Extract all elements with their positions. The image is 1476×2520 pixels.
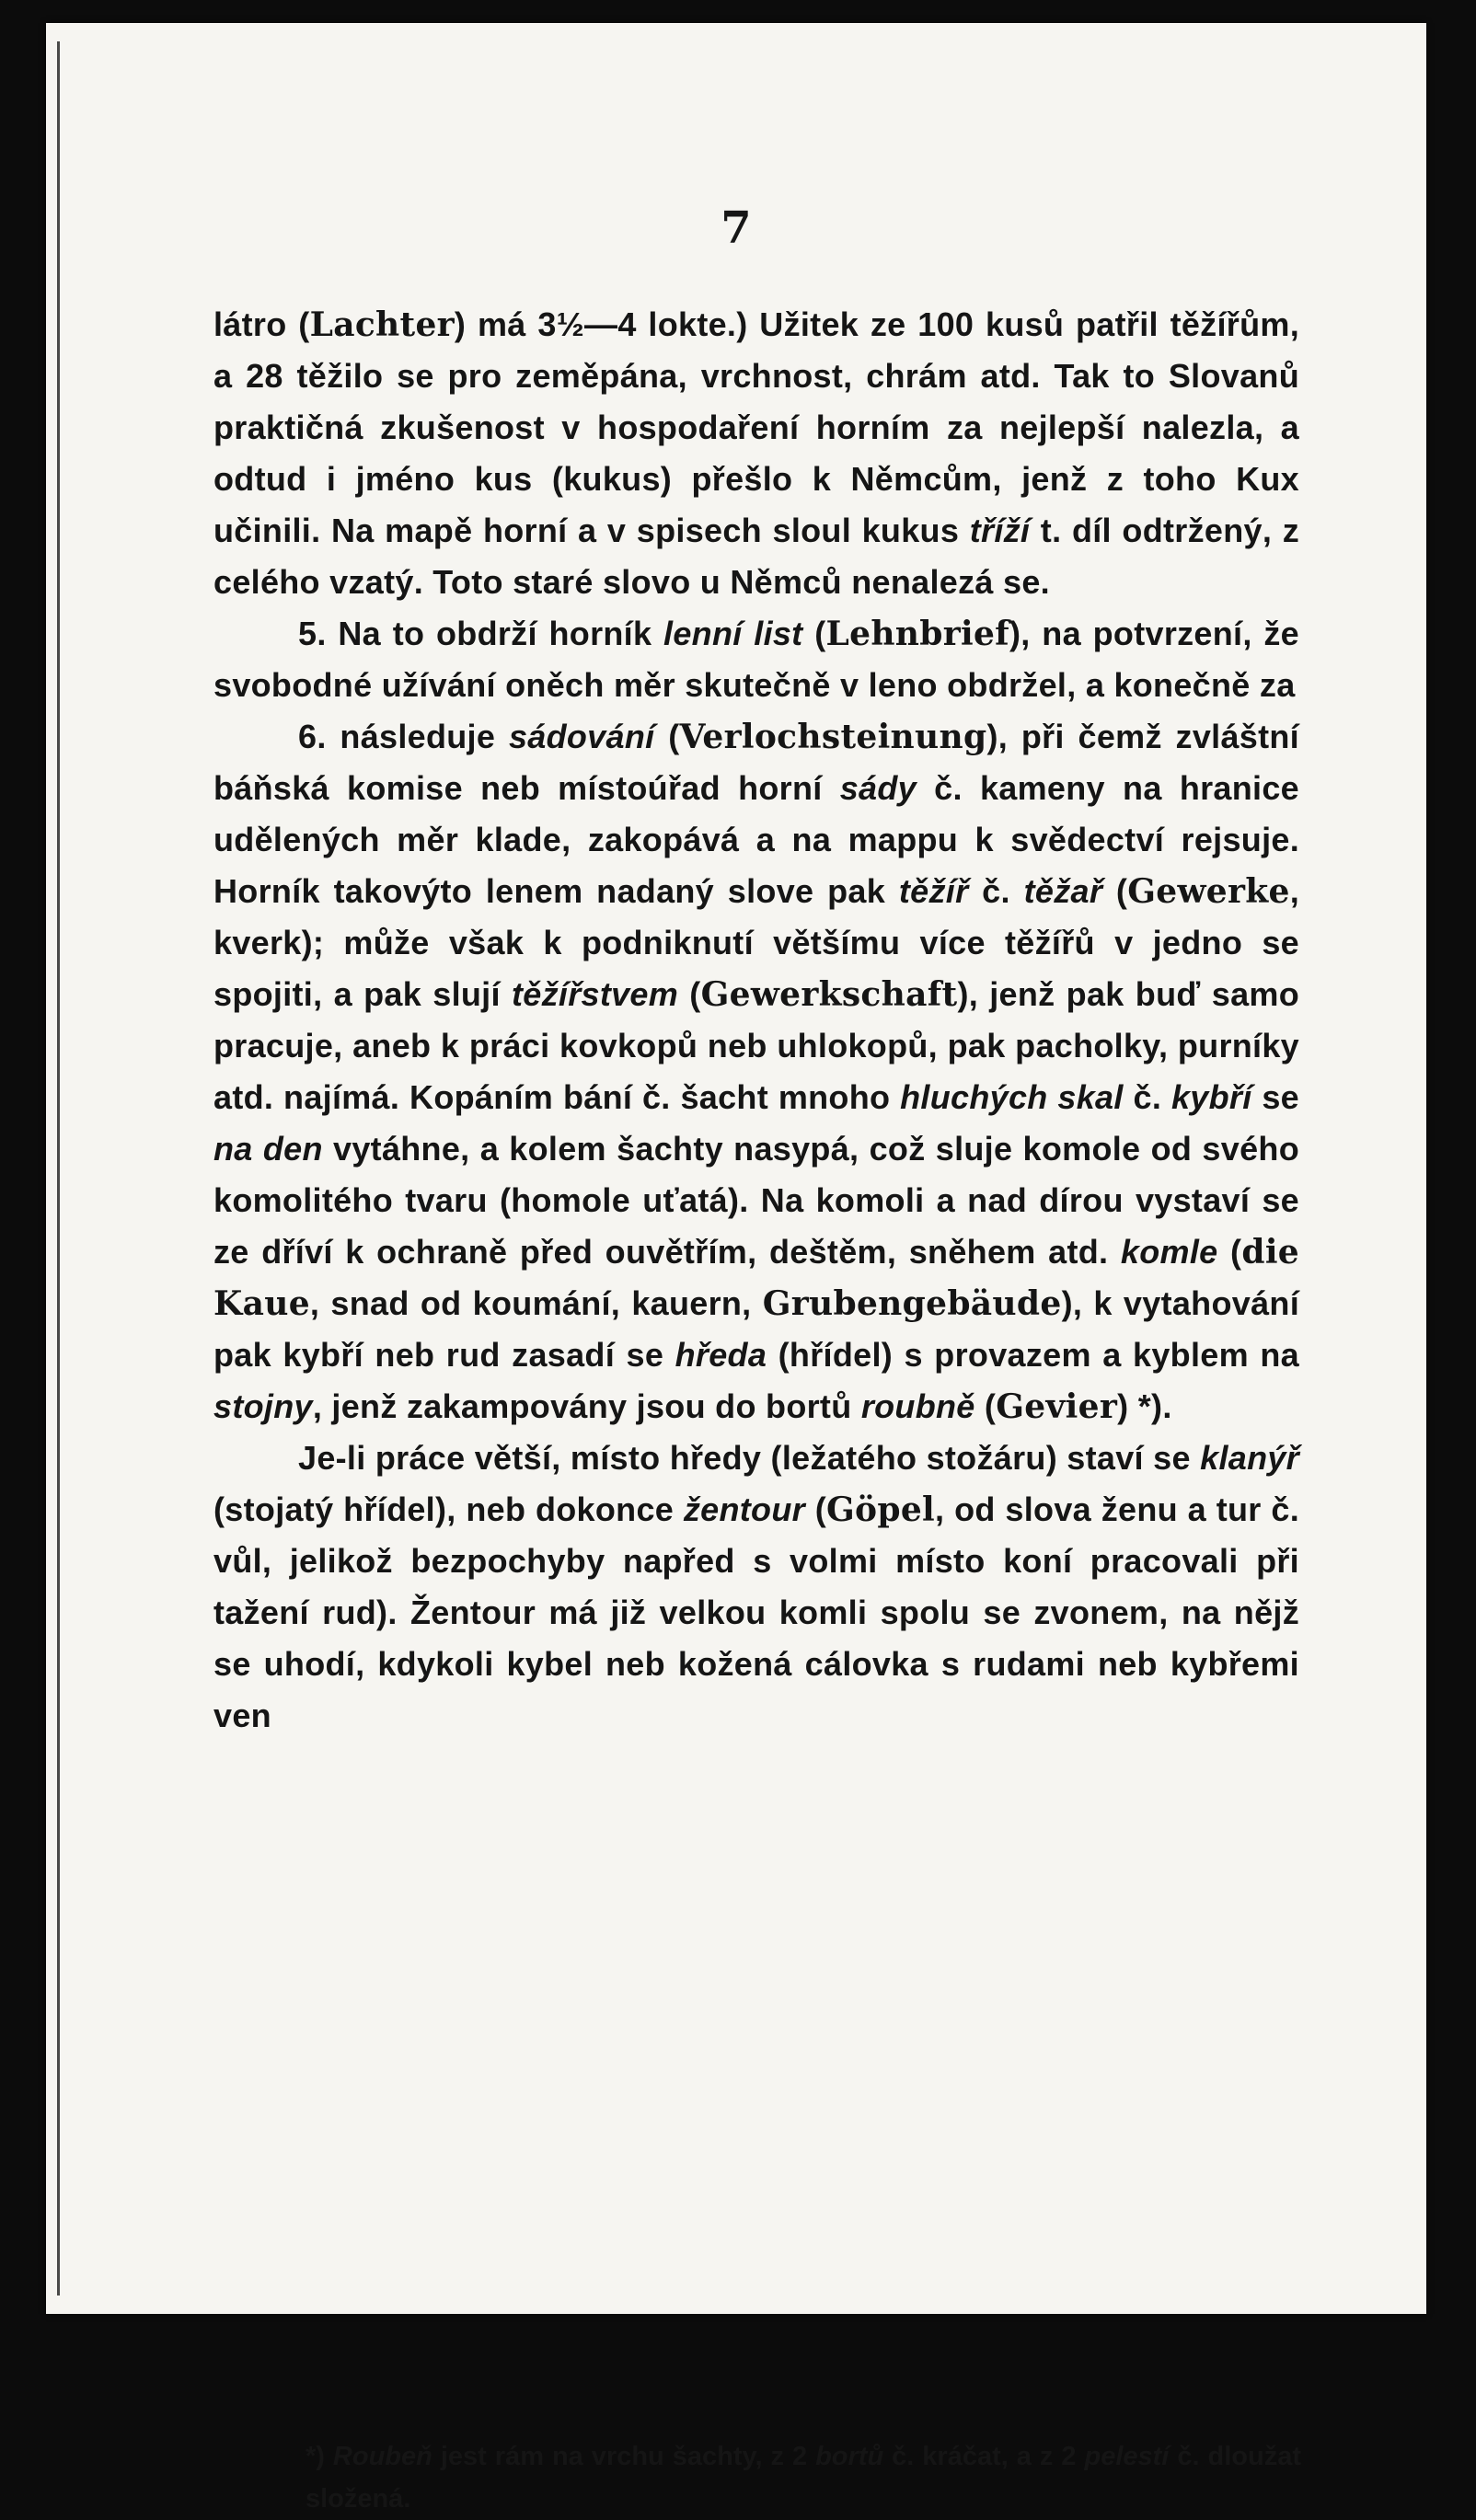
text-run: ) má 3½—4 lokte.) Užitek ze 100 kusů patřil těžířům, a 28 těžilo se pro zeměpána, vrchnost, chrám atd. Tak to Slovanů praktičná zkušenost v hospodaření horním za nejlepší nalezla, a odtud i jméno kus (kukus) přešlo k Němcům, jenž z toho Kux učinili. Na mapě horní a v spisech sloul kukus: [213, 305, 1299, 549]
italic-term: lenní list: [663, 615, 803, 652]
italic-term: tříží: [969, 512, 1031, 549]
text-run: (hřídel) s provazem a kyblem na: [767, 1336, 1299, 1374]
text-run: č. kráčat, a z 2: [883, 2442, 1085, 2471]
text-run: , od slova ženu a tur č. vůl, jelikož bezpochyby napřed s volmi místo koní pracovali při tažení rud). Žentour má již velkou komli spolu se zvonem, na nějž se uhodí, kdykoli kybel neb kožená cálovka s rudami neb kybřemi ven: [213, 1490, 1299, 1734]
text-run: 5. Na to obdrží horník: [298, 615, 664, 652]
text-run: , kverk); může však k podniknutí většímu více těžířů v jedno se spojiti, a pak slují: [213, 872, 1299, 1013]
italic-term: roubně: [860, 1387, 975, 1425]
text-run: t. díl odtržený, z celého vzatý. Toto staré slovo u Němců nenalezá se.: [213, 512, 1299, 601]
text-run: (: [804, 1490, 826, 1528]
german-term: Lehnbrief: [825, 615, 1009, 653]
italic-term: komle: [1120, 1233, 1218, 1271]
paragraph: [213, 1433, 1299, 1742]
italic-term: žentour: [683, 1490, 805, 1528]
german-term: Lachter: [309, 305, 455, 344]
text-run: 6. následuje: [298, 718, 509, 755]
text-run: (: [1102, 872, 1128, 910]
text-run: (stojatý hřídel), neb dokonce: [213, 1490, 684, 1528]
text-run: látro (: [213, 305, 310, 343]
italic-term: hluchých skal: [900, 1078, 1124, 1116]
text-run: ) *).: [1117, 1387, 1172, 1425]
german-term: die Kaue: [213, 1233, 1299, 1323]
text-run: se: [1251, 1078, 1299, 1116]
text-run: ), na potvrzení, že svobodné užívání oněch měr skutečně v leno obdržel, a konečně za: [213, 615, 1299, 704]
text-run: *): [306, 2442, 333, 2471]
italic-term: klanýř: [1200, 1439, 1299, 1477]
page-number: 7: [721, 202, 752, 254]
text-run: (: [678, 975, 701, 1013]
text-run: Je-li práce větší, místo hředy (ležatého stožáru) staví se: [298, 1439, 1201, 1477]
text-run: (: [974, 1387, 997, 1425]
german-term: Göpel: [826, 1490, 936, 1529]
text-run: č. kameny na hranice udělených měr klade, zakopává a na mappu k svědectví rejsuje. Horník takovýto lenem nadaný slove pak: [213, 769, 1299, 910]
german-term: Grubengebäude: [762, 1284, 1062, 1323]
italic-term: na den: [213, 1130, 323, 1168]
body-text: [213, 299, 1299, 1742]
italic-term: těžař: [1023, 872, 1103, 910]
italic-term: těžíř: [898, 872, 969, 910]
text-run: č.: [968, 872, 1024, 910]
paragraph: [213, 711, 1299, 1433]
text-run: jest rám na vrchu šachty, z 2: [432, 2442, 816, 2471]
binding-edge: [57, 41, 60, 2296]
text-run: (: [1217, 1233, 1242, 1271]
italic-term: bortů: [815, 2442, 884, 2471]
text-run: , snad od koumání, kauern,: [309, 1284, 763, 1322]
text-run: č.: [1123, 1078, 1171, 1116]
text-run: ), k vytahování pak kybří neb rud zasadí se: [213, 1284, 1300, 1374]
text-run: (: [802, 615, 826, 652]
german-term: Gewerke: [1127, 872, 1290, 911]
german-term: Gevier: [996, 1387, 1118, 1426]
paragraph: [213, 608, 1299, 711]
italic-term: stojny: [213, 1387, 313, 1425]
text-run: vytáhne, a kolem šachty nasypá, což sluje komole od svého komolitého tvaru (homole uťatá). Na komoli a nad dírou vystaví se ze dříví k ochraně před ouvětřím, deštěm, sněhem atd.: [213, 1130, 1299, 1271]
italic-term: těžířstvem: [511, 975, 679, 1013]
text-run: ), jenž pak buď samo pracuje, aneb k práci kovkopů neb uhlokopů, pak pacholky, purníky atd. najímá. Kopáním bání č. šacht mnoho: [213, 975, 1299, 1116]
italic-term: kybří: [1170, 1078, 1252, 1116]
german-term: Gewerkschaft: [700, 975, 958, 1014]
text-run: (: [654, 718, 680, 755]
book-page: [46, 23, 1426, 2514]
italic-term: Roubeň: [332, 2442, 432, 2471]
text-run: , jenž zakampovány jsou do bortů: [312, 1387, 861, 1425]
footnote: [306, 2435, 1301, 2520]
italic-term: sády: [839, 769, 917, 807]
text-run: č. dloužat složená.: [306, 2442, 1301, 2514]
italic-term: pelestí: [1084, 2442, 1170, 2471]
italic-term: sádování: [508, 718, 655, 755]
italic-term: hředa: [675, 1336, 767, 1374]
paragraph: [213, 299, 1299, 608]
german-term: Verlochsteinung: [679, 718, 987, 756]
text-run: ), při čemž zvláštní báňská komise neb místoúřad horní: [213, 718, 1299, 807]
